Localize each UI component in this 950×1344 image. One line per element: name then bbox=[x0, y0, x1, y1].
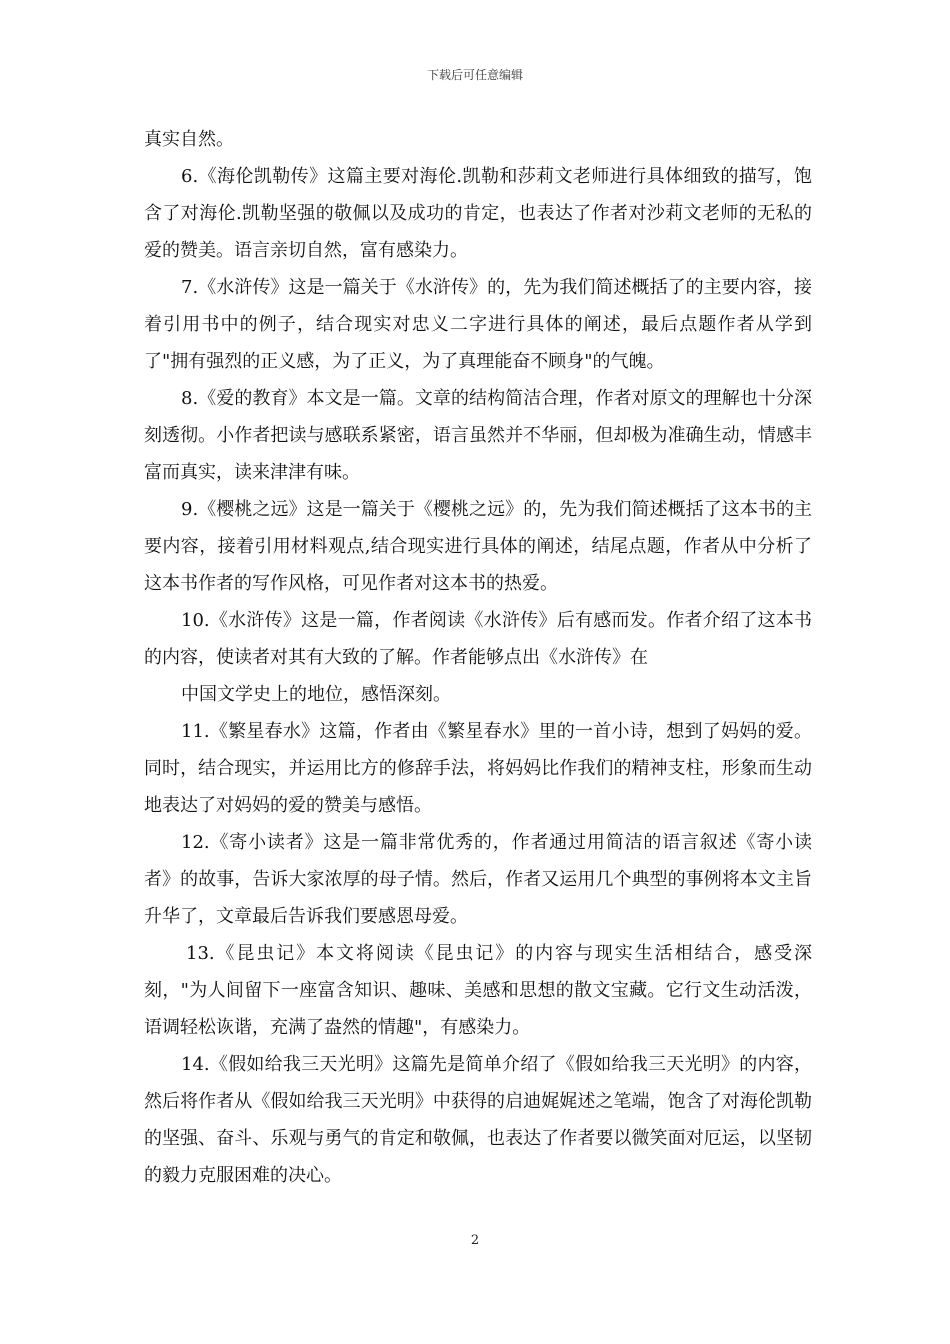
paragraph-item-12: 12.《寄小读者》这是一篇非常优秀的，作者通过用简洁的语言叙述《寄小读者》的故事，告诉大家浓厚的母子情。然后，作者又运用几个典型的事例将本文主旨升华了，文章最后告诉我们要感恩母爱。 bbox=[144, 832, 812, 927]
paragraph-item-11: 11.《繁星春水》这篇，作者由《繁星春水》里的一首小诗，想到了妈妈的爱。同时，结合现实，并运用比方的修辞手法，将妈妈比作我们的精神支柱，形象而生动地表达了对妈妈的爱的赞美与感悟。 bbox=[144, 721, 812, 816]
paragraph-item-6: 6.《海伦凯勒传》这篇主要对海伦.凯勒和莎莉文老师进行具体细致的描写，饱含了对海伦.凯勒坚强的敬佩以及成功的肯定，也表达了作者对沙莉文老师的无私的爱的赞美。语言亲切自然，富有感染力。 bbox=[144, 166, 812, 261]
paragraph-item-8: 8.《爱的教育》本文是一篇。文章的结构简洁合理，作者对原文的理解也十分深刻透彻。小作者把读与感联系紧密，语言虽然并不华丽，但却极为准确生动，情感丰富而真实，读来津津有味。 bbox=[144, 388, 812, 483]
paragraph-item-9: 9.《樱桃之远》这是一篇关于《樱桃之远》的，先为我们简述概括了这本书的主要内容，接着引用材料观点,结合现实进行具体的阐述，结尾点题，作者从中分析了这本书作者的写作风格，可见作者对这本书的热爱。 bbox=[144, 499, 812, 594]
paragraph-item-14: 14.《假如给我三天光明》这篇先是简单介绍了《假如给我三天光明》的内容，然后将作者从《假如给我三天光明》中获得的启迪娓娓述之笔端，饱含了对海伦凯勒的坚强、奋斗、乐观与勇气的肯定和敬佩，也表达了作者要以微笑面对厄运，以坚韧的毅力克服困难的决心。 bbox=[144, 1054, 812, 1186]
page-number: 2 bbox=[470, 1233, 480, 1248]
paragraph-item-7: 7.《水浒传》这是一篇关于《水浒传》的，先为我们简述概括了的主要内容，接着引用书中的例子，结合现实对忠义二字进行具体的阐述，最后点题作者从学到了"拥有强烈的正义感，为了正义，为了真理能奋不顾身"的气魄。 bbox=[144, 277, 812, 372]
paragraph-item-13: 13.《昆虫记》本文将阅读《昆虫记》的内容与现实生活相结合，感受深刻，"为人间留下一座富含知识、趣味、美感和思想的散文宝藏。它行文生动活泼，语调轻松诙谐，充满了盎然的情趣"，有感染力。 bbox=[144, 943, 812, 1038]
paragraph-item-10: 10.《水浒传》这是一篇，作者阅读《水浒传》后有感而发。作者介绍了这本书的内容，使读者对其有大致的了解。作者能够点出《水浒传》在 bbox=[144, 610, 812, 668]
paragraph-item-10-continued: 中国文学史上的地位，感悟深刻。 bbox=[181, 684, 451, 705]
page-header: 下载后可任意编辑 bbox=[426, 68, 523, 82]
document-body bbox=[144, 121, 812, 1194]
paragraph-continuation: 真实自然。 bbox=[144, 129, 234, 150]
